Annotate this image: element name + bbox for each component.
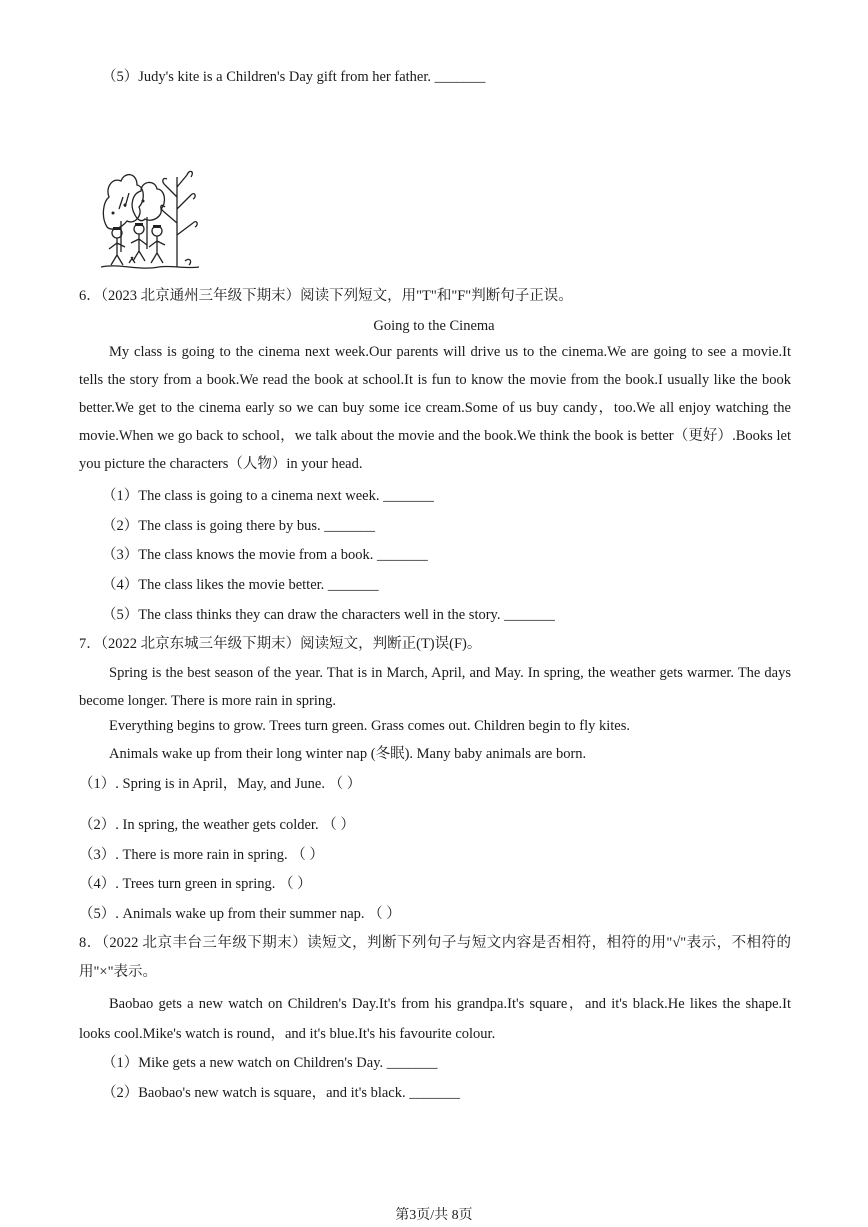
q8-heading: 8．（2022 北京丰台三年级下期末）读短文，判断下列句子与短文内容是否相符，相符的用"√"表示，不相符的用"×"表示。 [79,935,791,980]
q6-passage: My class is going to the cinema next week.Our parents will drive us to the cinema.We are going to see a movie.It tells the story from a book.We read the book at school.It is fun to know the movie from the book.I usually like the book better.We get to the cinema early so we can buy some ice cream.Some of us buy candy，too.We all enjoy watching the movie.When we go back to school，we talk about the movie and the book.We think the book is better（更好）.Books let you picture the characters（人物）in your head. [79,344,791,472]
q7-paragraph-1: Spring is the best season of the year. That is in March, April, and May. In spring, the weather gets warmer. The days become longer. There is more rain in spring. [79,665,791,709]
q6-passage-title: Going to the Cinema [373,318,495,334]
q6-item-2: （2）The class is going there by bus. _______ [102,518,376,534]
q8-item-2: （2）Baobao's new watch is square，and it's black. _______ [102,1085,460,1101]
q6-item-3: （3）The class knows the movie from a book. _______ [102,547,428,563]
q7-paragraph-2: Everything begins to grow. Trees turn green. Grass comes out. Children begin to fly kites. [109,718,630,734]
q7-item-5: （5）. Animals wake up from their summer nap. （ ） [79,906,401,922]
page-number: 第3页/共 8页 [395,1208,473,1223]
q8-passage: Baobao gets a new watch on Children's Day.It's from his grandpa.It's square，and it's black.He likes the shape.It looks cool.Mike's watch is round，and it's blue.It's his favourite colour. [79,996,791,1042]
q7-heading: 7．（2022 北京东城三年级下期末）阅读短文，判断正(T)误(F)。 [79,636,482,652]
q7-paragraph-3: Animals wake up from their long winter nap (冬眠). Many baby animals are born. [109,746,587,762]
q6-heading: 6．（2023 北京通州三年级下期末）阅读下列短文，用"T"和"F"判断句子正误。 [79,288,573,304]
q8-item-1: （1）Mike gets a new watch on Children's Day. _______ [102,1055,438,1071]
s5-item-3: （5）Judy's kite is a Children's Day gift from her father. _______ [102,69,486,85]
q7-item-1: （1）. Spring is in April，May, and June. （ ） [79,776,362,792]
q6-item-4: （4）The class likes the movie better. _______ [102,577,379,593]
q7-item-4: （4）. Trees turn green in spring. （ ） [79,876,312,892]
q7-item-2: （2）. In spring, the weather gets colder. （ ） [79,817,355,833]
q6-item-1: （1）The class is going to a cinema next week. _______ [102,488,434,504]
q7-item-3: （3）. There is more rain in spring. （ ） [79,847,324,863]
q6-item-5: （5）The class thinks they can draw the characters well in the story. _______ [102,607,555,623]
children-trees-illustration [99,157,201,275]
